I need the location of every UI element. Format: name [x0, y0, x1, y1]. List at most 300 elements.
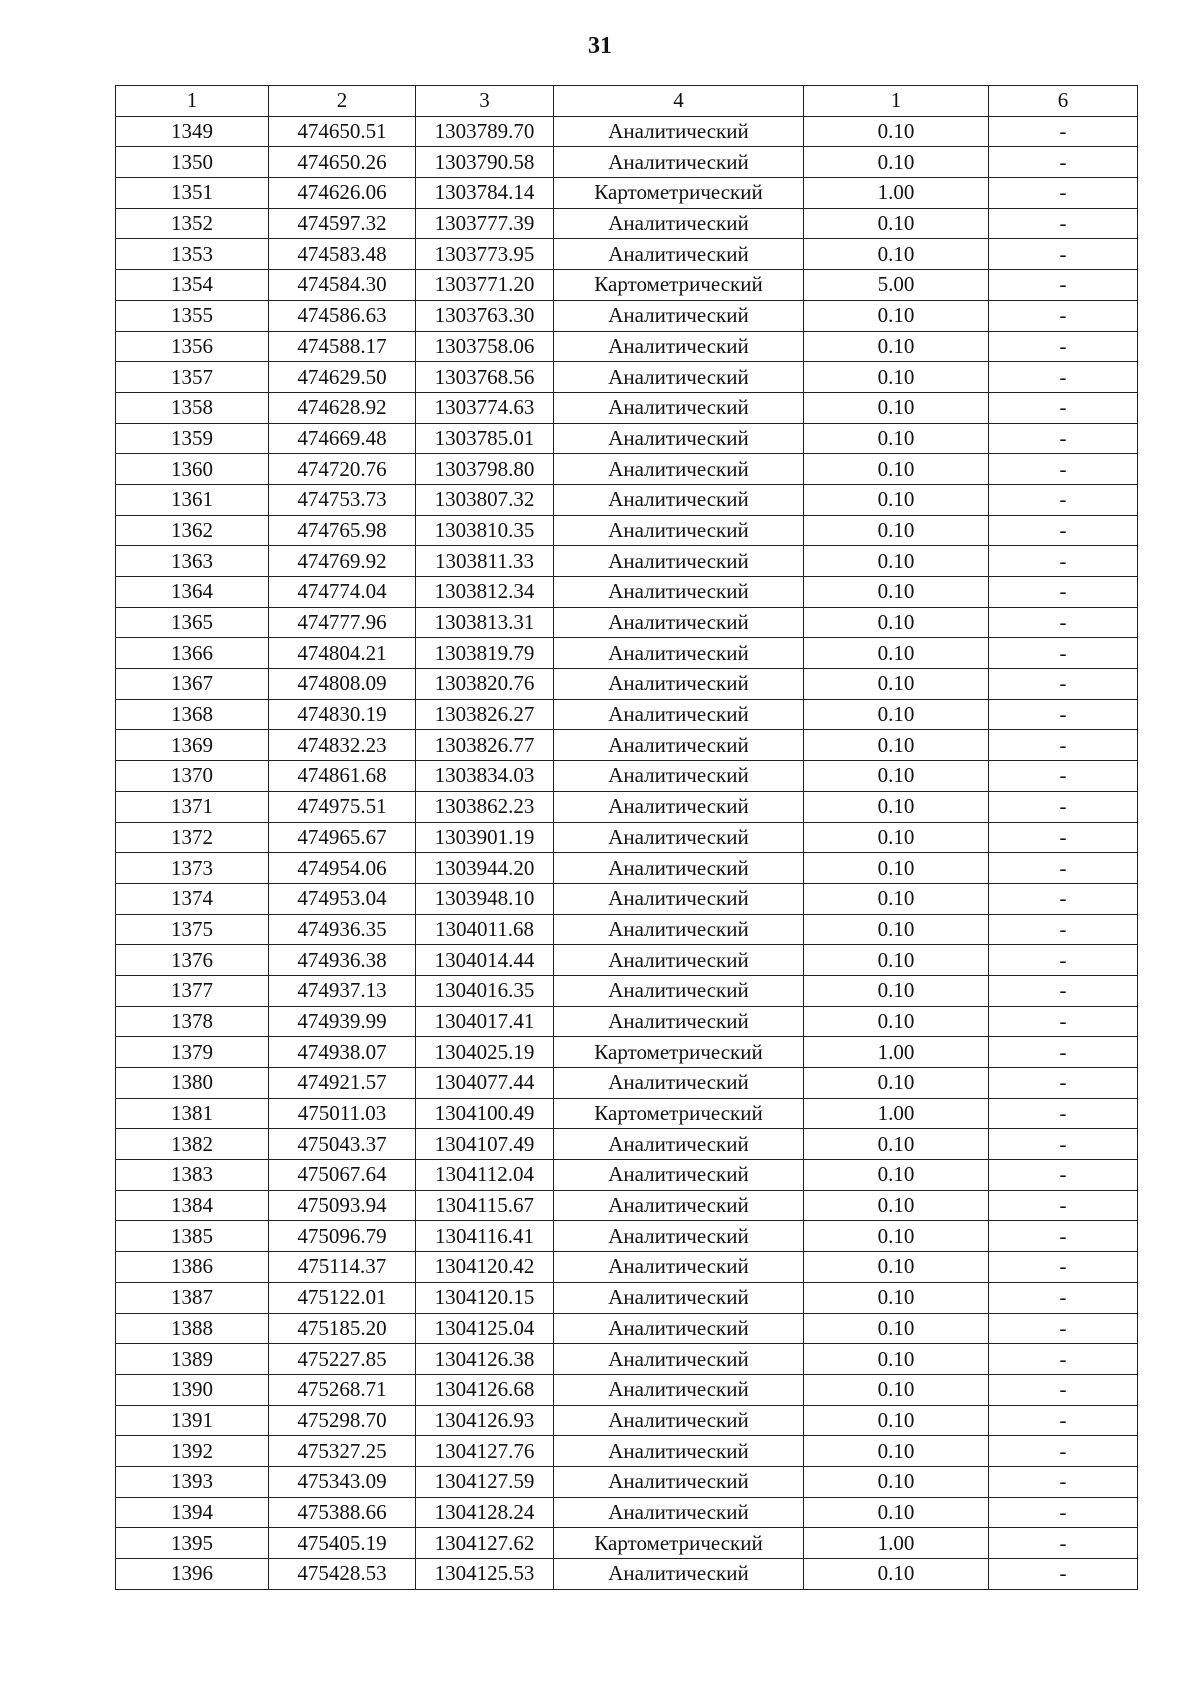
description-cell: - — [989, 699, 1138, 730]
table-row — [116, 1282, 1138, 1313]
table-header — [116, 86, 1138, 117]
method-cell: Аналитический — [554, 1282, 804, 1313]
x-coordinate-cell: 475067.64 — [269, 1160, 416, 1191]
method-cell: Аналитический — [554, 1374, 804, 1405]
table-row — [116, 1374, 1138, 1405]
x-coordinate-cell: 475096.79 — [269, 1221, 416, 1252]
y-coordinate-cell: 1303789.70 — [416, 116, 554, 147]
x-coordinate-cell: 475122.01 — [269, 1282, 416, 1313]
accuracy-cell: 0.10 — [804, 822, 989, 853]
table-row — [116, 791, 1138, 822]
method-cell: Аналитический — [554, 975, 804, 1006]
table-body — [116, 116, 1138, 1589]
table-row — [116, 147, 1138, 178]
method-cell: Аналитический — [554, 392, 804, 423]
y-coordinate-cell: 1303790.58 — [416, 147, 554, 178]
table-row — [116, 423, 1138, 454]
point-number-cell: 1377 — [116, 975, 269, 1006]
point-number-cell: 1363 — [116, 546, 269, 577]
table-row — [116, 1344, 1138, 1375]
y-coordinate-cell: 1304120.42 — [416, 1252, 554, 1283]
table-row — [116, 546, 1138, 577]
y-coordinate-cell: 1303807.32 — [416, 484, 554, 515]
method-cell: Аналитический — [554, 638, 804, 669]
description-cell: - — [989, 1374, 1138, 1405]
description-cell: - — [989, 1160, 1138, 1191]
description-cell: - — [989, 1405, 1138, 1436]
description-cell: - — [989, 1528, 1138, 1559]
accuracy-cell: 0.10 — [804, 1374, 989, 1405]
y-coordinate-cell: 1303763.30 — [416, 300, 554, 331]
accuracy-cell: 0.10 — [804, 1160, 989, 1191]
x-coordinate-cell: 474588.17 — [269, 331, 416, 362]
table-row — [116, 392, 1138, 423]
description-cell: - — [989, 392, 1138, 423]
x-coordinate-cell: 475093.94 — [269, 1190, 416, 1221]
description-cell: - — [989, 1129, 1138, 1160]
method-cell: Аналитический — [554, 1252, 804, 1283]
y-coordinate-cell: 1303819.79 — [416, 638, 554, 669]
accuracy-cell: 0.10 — [804, 607, 989, 638]
description-cell: - — [989, 853, 1138, 884]
method-cell: Аналитический — [554, 883, 804, 914]
y-coordinate-cell: 1304126.68 — [416, 1374, 554, 1405]
description-cell: - — [989, 546, 1138, 577]
description-cell: - — [989, 975, 1138, 1006]
description-cell: - — [989, 239, 1138, 270]
y-coordinate-cell: 1303798.80 — [416, 454, 554, 485]
table-row — [116, 1252, 1138, 1283]
accuracy-cell: 0.10 — [804, 147, 989, 178]
point-number-cell: 1373 — [116, 853, 269, 884]
x-coordinate-cell: 474808.09 — [269, 669, 416, 700]
x-coordinate-cell: 474832.23 — [269, 730, 416, 761]
table-row — [116, 1190, 1138, 1221]
method-cell: Аналитический — [554, 116, 804, 147]
description-cell: - — [989, 669, 1138, 700]
point-number-cell: 1352 — [116, 208, 269, 239]
x-coordinate-cell: 474938.07 — [269, 1037, 416, 1068]
description-cell: - — [989, 1497, 1138, 1528]
x-coordinate-cell: 475343.09 — [269, 1466, 416, 1497]
y-coordinate-cell: 1303826.77 — [416, 730, 554, 761]
description-cell: - — [989, 883, 1138, 914]
y-coordinate-cell: 1304125.04 — [416, 1313, 554, 1344]
table-row — [116, 638, 1138, 669]
x-coordinate-cell: 474954.06 — [269, 853, 416, 884]
point-number-cell: 1375 — [116, 914, 269, 945]
point-number-cell: 1366 — [116, 638, 269, 669]
accuracy-cell: 0.10 — [804, 116, 989, 147]
x-coordinate-cell: 475043.37 — [269, 1129, 416, 1160]
y-coordinate-cell: 1304115.67 — [416, 1190, 554, 1221]
description-cell: - — [989, 1037, 1138, 1068]
x-coordinate-cell: 475388.66 — [269, 1497, 416, 1528]
point-number-cell: 1391 — [116, 1405, 269, 1436]
method-cell: Аналитический — [554, 822, 804, 853]
point-number-cell: 1372 — [116, 822, 269, 853]
point-number-cell: 1359 — [116, 423, 269, 454]
accuracy-cell: 0.10 — [804, 791, 989, 822]
table-row — [116, 1068, 1138, 1099]
method-cell: Аналитический — [554, 853, 804, 884]
y-coordinate-cell: 1304016.35 — [416, 975, 554, 1006]
table-row — [116, 515, 1138, 546]
method-cell: Картометрический — [554, 178, 804, 209]
y-coordinate-cell: 1303768.56 — [416, 362, 554, 393]
point-number-cell: 1392 — [116, 1436, 269, 1467]
accuracy-cell: 0.10 — [804, 577, 989, 608]
x-coordinate-cell: 474597.32 — [269, 208, 416, 239]
x-coordinate-cell: 475428.53 — [269, 1559, 416, 1590]
point-number-cell: 1358 — [116, 392, 269, 423]
accuracy-cell: 0.10 — [804, 945, 989, 976]
y-coordinate-cell: 1303773.95 — [416, 239, 554, 270]
table-row — [116, 945, 1138, 976]
point-number-cell: 1371 — [116, 791, 269, 822]
x-coordinate-cell: 474626.06 — [269, 178, 416, 209]
table-row — [116, 1006, 1138, 1037]
column-header: 6 — [989, 86, 1138, 117]
y-coordinate-cell: 1303948.10 — [416, 883, 554, 914]
column-header: 3 — [416, 86, 554, 117]
x-coordinate-cell: 474953.04 — [269, 883, 416, 914]
x-coordinate-cell: 475298.70 — [269, 1405, 416, 1436]
point-number-cell: 1379 — [116, 1037, 269, 1068]
accuracy-cell: 0.10 — [804, 638, 989, 669]
accuracy-cell: 0.10 — [804, 546, 989, 577]
method-cell: Аналитический — [554, 454, 804, 485]
accuracy-cell: 0.10 — [804, 883, 989, 914]
description-cell: - — [989, 1282, 1138, 1313]
method-cell: Аналитический — [554, 1190, 804, 1221]
point-number-cell: 1351 — [116, 178, 269, 209]
y-coordinate-cell: 1304120.15 — [416, 1282, 554, 1313]
accuracy-cell: 0.10 — [804, 1497, 989, 1528]
accuracy-cell: 0.10 — [804, 914, 989, 945]
table-row — [116, 975, 1138, 1006]
column-header: 4 — [554, 86, 804, 117]
x-coordinate-cell: 474936.38 — [269, 945, 416, 976]
point-number-cell: 1362 — [116, 515, 269, 546]
table-row — [116, 484, 1138, 515]
y-coordinate-cell: 1304100.49 — [416, 1098, 554, 1129]
point-number-cell: 1393 — [116, 1466, 269, 1497]
x-coordinate-cell: 474921.57 — [269, 1068, 416, 1099]
point-number-cell: 1383 — [116, 1160, 269, 1191]
point-number-cell: 1354 — [116, 270, 269, 301]
accuracy-cell: 0.10 — [804, 699, 989, 730]
method-cell: Аналитический — [554, 208, 804, 239]
table-row — [116, 822, 1138, 853]
x-coordinate-cell: 475405.19 — [269, 1528, 416, 1559]
table-row — [116, 1497, 1138, 1528]
point-number-cell: 1364 — [116, 577, 269, 608]
point-number-cell: 1357 — [116, 362, 269, 393]
table-row — [116, 669, 1138, 700]
point-number-cell: 1380 — [116, 1068, 269, 1099]
table-row — [116, 1129, 1138, 1160]
accuracy-cell: 0.10 — [804, 1344, 989, 1375]
x-coordinate-cell: 474628.92 — [269, 392, 416, 423]
table-row — [116, 300, 1138, 331]
table-row — [116, 1098, 1138, 1129]
table-row — [116, 362, 1138, 393]
table-row — [116, 208, 1138, 239]
accuracy-cell: 0.10 — [804, 853, 989, 884]
y-coordinate-cell: 1303944.20 — [416, 853, 554, 884]
accuracy-cell: 1.00 — [804, 178, 989, 209]
method-cell: Аналитический — [554, 791, 804, 822]
table-row — [116, 1436, 1138, 1467]
point-number-cell: 1350 — [116, 147, 269, 178]
description-cell: - — [989, 1098, 1138, 1129]
y-coordinate-cell: 1303834.03 — [416, 761, 554, 792]
point-number-cell: 1356 — [116, 331, 269, 362]
point-number-cell: 1368 — [116, 699, 269, 730]
point-number-cell: 1369 — [116, 730, 269, 761]
table-row — [116, 1559, 1138, 1590]
method-cell: Аналитический — [554, 239, 804, 270]
y-coordinate-cell: 1303826.27 — [416, 699, 554, 730]
x-coordinate-cell: 475268.71 — [269, 1374, 416, 1405]
y-coordinate-cell: 1304112.04 — [416, 1160, 554, 1191]
point-number-cell: 1386 — [116, 1252, 269, 1283]
method-cell: Аналитический — [554, 730, 804, 761]
method-cell: Аналитический — [554, 914, 804, 945]
y-coordinate-cell: 1304125.53 — [416, 1559, 554, 1590]
x-coordinate-cell: 474669.48 — [269, 423, 416, 454]
description-cell: - — [989, 1466, 1138, 1497]
table-row — [116, 1405, 1138, 1436]
method-cell: Аналитический — [554, 1068, 804, 1099]
description-cell: - — [989, 270, 1138, 301]
description-cell: - — [989, 515, 1138, 546]
x-coordinate-cell: 474650.26 — [269, 147, 416, 178]
method-cell: Аналитический — [554, 1221, 804, 1252]
point-number-cell: 1349 — [116, 116, 269, 147]
point-number-cell: 1382 — [116, 1129, 269, 1160]
x-coordinate-cell: 474584.30 — [269, 270, 416, 301]
x-coordinate-cell: 474586.63 — [269, 300, 416, 331]
accuracy-cell: 0.10 — [804, 1466, 989, 1497]
method-cell: Картометрический — [554, 1098, 804, 1129]
accuracy-cell: 0.10 — [804, 423, 989, 454]
description-cell: - — [989, 484, 1138, 515]
x-coordinate-cell: 474769.92 — [269, 546, 416, 577]
method-cell: Аналитический — [554, 1466, 804, 1497]
method-cell: Аналитический — [554, 1559, 804, 1590]
accuracy-cell: 0.10 — [804, 454, 989, 485]
point-number-cell: 1381 — [116, 1098, 269, 1129]
y-coordinate-cell: 1304127.62 — [416, 1528, 554, 1559]
table-row — [116, 607, 1138, 638]
method-cell: Аналитический — [554, 1129, 804, 1160]
table-row — [116, 270, 1138, 301]
method-cell: Аналитический — [554, 1006, 804, 1037]
accuracy-cell: 0.10 — [804, 1190, 989, 1221]
description-cell: - — [989, 638, 1138, 669]
point-number-cell: 1395 — [116, 1528, 269, 1559]
y-coordinate-cell: 1303774.63 — [416, 392, 554, 423]
description-cell: - — [989, 1436, 1138, 1467]
accuracy-cell: 0.10 — [804, 484, 989, 515]
y-coordinate-cell: 1303811.33 — [416, 546, 554, 577]
y-coordinate-cell: 1303784.14 — [416, 178, 554, 209]
description-cell: - — [989, 1252, 1138, 1283]
accuracy-cell: 0.10 — [804, 975, 989, 1006]
method-cell: Аналитический — [554, 577, 804, 608]
table-row — [116, 914, 1138, 945]
accuracy-cell: 1.00 — [804, 1528, 989, 1559]
point-number-cell: 1387 — [116, 1282, 269, 1313]
description-cell: - — [989, 761, 1138, 792]
accuracy-cell: 1.00 — [804, 1037, 989, 1068]
method-cell: Аналитический — [554, 362, 804, 393]
point-number-cell: 1388 — [116, 1313, 269, 1344]
column-header: 2 — [269, 86, 416, 117]
point-number-cell: 1353 — [116, 239, 269, 270]
accuracy-cell: 1.00 — [804, 1098, 989, 1129]
accuracy-cell: 0.10 — [804, 761, 989, 792]
accuracy-cell: 5.00 — [804, 270, 989, 301]
method-cell: Аналитический — [554, 1405, 804, 1436]
x-coordinate-cell: 474939.99 — [269, 1006, 416, 1037]
x-coordinate-cell: 474777.96 — [269, 607, 416, 638]
accuracy-cell: 0.10 — [804, 1282, 989, 1313]
method-cell: Аналитический — [554, 300, 804, 331]
method-cell: Аналитический — [554, 669, 804, 700]
y-coordinate-cell: 1304128.24 — [416, 1497, 554, 1528]
table-row — [116, 699, 1138, 730]
y-coordinate-cell: 1304126.93 — [416, 1405, 554, 1436]
x-coordinate-cell: 474774.04 — [269, 577, 416, 608]
x-coordinate-cell: 475327.25 — [269, 1436, 416, 1467]
table-row — [116, 1313, 1138, 1344]
description-cell: - — [989, 178, 1138, 209]
accuracy-cell: 0.10 — [804, 1006, 989, 1037]
x-coordinate-cell: 475114.37 — [269, 1252, 416, 1283]
y-coordinate-cell: 1303901.19 — [416, 822, 554, 853]
method-cell: Картометрический — [554, 270, 804, 301]
accuracy-cell: 0.10 — [804, 208, 989, 239]
description-cell: - — [989, 300, 1138, 331]
y-coordinate-cell: 1303777.39 — [416, 208, 554, 239]
table-row — [116, 116, 1138, 147]
table-row — [116, 883, 1138, 914]
x-coordinate-cell: 474720.76 — [269, 454, 416, 485]
point-number-cell: 1396 — [116, 1559, 269, 1590]
table-row — [116, 1221, 1138, 1252]
table-row — [116, 577, 1138, 608]
x-coordinate-cell: 474936.35 — [269, 914, 416, 945]
x-coordinate-cell: 474629.50 — [269, 362, 416, 393]
accuracy-cell: 0.10 — [804, 331, 989, 362]
y-coordinate-cell: 1304077.44 — [416, 1068, 554, 1099]
table-row — [116, 1466, 1138, 1497]
method-cell: Аналитический — [554, 1344, 804, 1375]
accuracy-cell: 0.10 — [804, 1252, 989, 1283]
y-coordinate-cell: 1303785.01 — [416, 423, 554, 454]
y-coordinate-cell: 1303862.23 — [416, 791, 554, 822]
coordinates-table — [115, 85, 1138, 1590]
method-cell: Аналитический — [554, 1436, 804, 1467]
accuracy-cell: 0.10 — [804, 1436, 989, 1467]
y-coordinate-cell: 1303820.76 — [416, 669, 554, 700]
table-row — [116, 1160, 1138, 1191]
accuracy-cell: 0.10 — [804, 1221, 989, 1252]
method-cell: Аналитический — [554, 1497, 804, 1528]
table-row — [116, 853, 1138, 884]
x-coordinate-cell: 474975.51 — [269, 791, 416, 822]
description-cell: - — [989, 208, 1138, 239]
description-cell: - — [989, 147, 1138, 178]
accuracy-cell: 0.10 — [804, 1405, 989, 1436]
method-cell: Аналитический — [554, 331, 804, 362]
description-cell: - — [989, 577, 1138, 608]
method-cell: Аналитический — [554, 546, 804, 577]
x-coordinate-cell: 474650.51 — [269, 116, 416, 147]
y-coordinate-cell: 1304116.41 — [416, 1221, 554, 1252]
y-coordinate-cell: 1304025.19 — [416, 1037, 554, 1068]
method-cell: Картометрический — [554, 1037, 804, 1068]
table-row — [116, 1528, 1138, 1559]
y-coordinate-cell: 1304014.44 — [416, 945, 554, 976]
y-coordinate-cell: 1304126.38 — [416, 1344, 554, 1375]
y-coordinate-cell: 1303813.31 — [416, 607, 554, 638]
method-cell: Аналитический — [554, 515, 804, 546]
point-number-cell: 1367 — [116, 669, 269, 700]
x-coordinate-cell: 474965.67 — [269, 822, 416, 853]
point-number-cell: 1389 — [116, 1344, 269, 1375]
accuracy-cell: 0.10 — [804, 1559, 989, 1590]
method-cell: Аналитический — [554, 484, 804, 515]
table-row — [116, 730, 1138, 761]
method-cell: Аналитический — [554, 1160, 804, 1191]
x-coordinate-cell: 474804.21 — [269, 638, 416, 669]
x-coordinate-cell: 474830.19 — [269, 699, 416, 730]
description-cell: - — [989, 945, 1138, 976]
point-number-cell: 1384 — [116, 1190, 269, 1221]
page-number: 31 — [588, 33, 612, 59]
description-cell: - — [989, 791, 1138, 822]
x-coordinate-cell: 474937.13 — [269, 975, 416, 1006]
accuracy-cell: 0.10 — [804, 1068, 989, 1099]
point-number-cell: 1365 — [116, 607, 269, 638]
table-row — [116, 178, 1138, 209]
accuracy-cell: 0.10 — [804, 1129, 989, 1160]
column-header: 1 — [116, 86, 269, 117]
x-coordinate-cell: 474861.68 — [269, 761, 416, 792]
y-coordinate-cell: 1304127.76 — [416, 1436, 554, 1467]
accuracy-cell: 0.10 — [804, 392, 989, 423]
y-coordinate-cell: 1304011.68 — [416, 914, 554, 945]
method-cell: Аналитический — [554, 423, 804, 454]
description-cell: - — [989, 1313, 1138, 1344]
description-cell: - — [989, 331, 1138, 362]
description-cell: - — [989, 1344, 1138, 1375]
description-cell: - — [989, 1190, 1138, 1221]
description-cell: - — [989, 362, 1138, 393]
description-cell: - — [989, 423, 1138, 454]
description-cell: - — [989, 1006, 1138, 1037]
accuracy-cell: 0.10 — [804, 730, 989, 761]
point-number-cell: 1390 — [116, 1374, 269, 1405]
point-number-cell: 1355 — [116, 300, 269, 331]
method-cell: Картометрический — [554, 1528, 804, 1559]
point-number-cell: 1385 — [116, 1221, 269, 1252]
description-cell: - — [989, 607, 1138, 638]
